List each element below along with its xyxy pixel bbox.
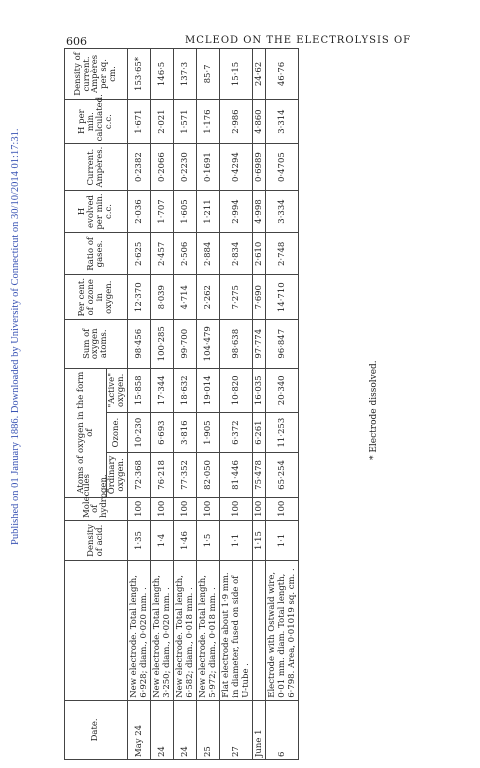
table-row (173, 49, 196, 760)
cell-ratio: 2·610 (252, 233, 265, 275)
cell-h-evolved: 1·211 (196, 190, 219, 232)
cell-ordinary: 75·478 (252, 453, 265, 497)
cell-current: 0·4705 (265, 144, 298, 191)
cell-density-current: 85·7 (196, 49, 219, 100)
cell-ordinary: 65·254 (265, 453, 298, 497)
header-active-oxygen: "Active" oxygen. (107, 368, 128, 412)
cell-sum: 96·847 (265, 319, 298, 368)
cell-active: 18·632 (173, 368, 196, 412)
cell-hydrogen: 100 (150, 497, 173, 520)
cell-ozone: 3·816 (173, 413, 196, 453)
cell-percent: 14·710 (265, 275, 298, 319)
publication-watermark: Published on 01 January 1886. Downloaded by University of Connecticut on 30/10/2014 01:17:31. (10, 128, 21, 545)
cell-hydrogen: 100 (219, 497, 252, 520)
cell-sum: 97·774 (252, 319, 265, 368)
cell-active: 17·344 (150, 368, 173, 412)
cell-density-current: 15·15 (219, 49, 252, 100)
cell-density-current: 137·3 (173, 49, 196, 100)
cell-h-evolved: 1·605 (173, 190, 196, 232)
cell-description: Flat electrode about 1·9 mm. in diameter, fused on side of U-tube . (219, 561, 252, 701)
running-head: MCLEOD ON THE ELECTROLYSIS OF (185, 35, 412, 46)
cell-current: 0·2230 (173, 144, 196, 191)
cell-ratio: 2·884 (196, 233, 219, 275)
cell-ordinary: 82·050 (196, 453, 219, 497)
cell-date: May 24 (127, 700, 150, 759)
cell-h-evolved: 2·994 (219, 190, 252, 232)
header-density-acid: Density of acid. (65, 520, 128, 560)
table-row (196, 49, 219, 760)
cell-percent: 8·039 (150, 275, 173, 319)
cell-date: 24 (173, 700, 196, 759)
table-row (127, 49, 150, 760)
electrolysis-results-table (64, 48, 299, 760)
cell-density-current: 24·62 (252, 49, 265, 100)
cell-description: New electrode. Total length, 6·582; diam., 0·018 mm. . (173, 561, 196, 701)
cell-current: 0·4294 (219, 144, 252, 191)
cell-hydrogen: 100 (173, 497, 196, 520)
cell-ratio: 2·457 (150, 233, 173, 275)
cell-ozone: 1·905 (196, 413, 219, 453)
cell-density: 1·46 (173, 520, 196, 560)
cell-active: 16·035 (252, 368, 265, 412)
header-description (65, 561, 128, 701)
cell-ratio: 2·748 (265, 233, 298, 275)
cell-date: 25 (196, 700, 219, 759)
cell-date: 6 (265, 700, 298, 759)
cell-percent: 7·275 (219, 275, 252, 319)
cell-date: 27 (219, 700, 252, 759)
cell-h-evolved: 1·707 (150, 190, 173, 232)
table-body (127, 49, 298, 760)
header-ordinary-oxygen: Ordinary oxygen. (107, 453, 128, 497)
header-percent: Per cent. of ozone in oxygen. (65, 275, 128, 319)
cell-sum: 99·700 (173, 319, 196, 368)
cell-h-calc: 1·176 (196, 99, 219, 143)
header-density-current: Density of current. Ampères per sq. cm. (65, 49, 128, 100)
cell-description (252, 561, 265, 701)
cell-ratio: 2·506 (173, 233, 196, 275)
cell-active: 19·014 (196, 368, 219, 412)
cell-h-evolved: 4·998 (252, 190, 265, 232)
cell-date: June 1 (252, 700, 265, 759)
table-row (265, 49, 298, 760)
cell-density-current: 153·65* (127, 49, 150, 100)
cell-percent: 12·370 (127, 275, 150, 319)
cell-density: 1·15 (252, 520, 265, 560)
table-rotation-wrapper (64, 48, 456, 760)
header-hydrogen: Molecules of hydrogen. (65, 497, 128, 520)
cell-h-calc: 2·021 (150, 99, 173, 143)
table-footnote: * Electrode dissolved. (369, 360, 379, 460)
cell-current: 0·2382 (127, 144, 150, 191)
cell-density: 1·4 (150, 520, 173, 560)
cell-h-evolved: 2·036 (127, 190, 150, 232)
cell-density-current: 46·76 (265, 49, 298, 100)
cell-ordinary: 81·446 (219, 453, 252, 497)
cell-hydrogen: 100 (265, 497, 298, 520)
cell-ordinary: 77·352 (173, 453, 196, 497)
cell-current: 0·1691 (196, 144, 219, 191)
cell-current: 0·6989 (252, 144, 265, 191)
cell-sum: 98·638 (219, 319, 252, 368)
cell-percent: 2·262 (196, 275, 219, 319)
cell-active: 10·820 (219, 368, 252, 412)
header-atoms-group: Atoms of oxygen in the form of (65, 368, 107, 497)
cell-density: 1·5 (196, 520, 219, 560)
cell-hydrogen: 100 (127, 497, 150, 520)
cell-density: 1·35 (127, 520, 150, 560)
cell-percent: 4·714 (173, 275, 196, 319)
header-date: Date. (65, 700, 128, 759)
cell-ozone: 6·261 (252, 413, 265, 453)
cell-description: New electrode. Total length, 6·928; diam., 0·020 mm. . (127, 561, 150, 701)
cell-ratio: 2·625 (127, 233, 150, 275)
cell-percent: 7·690 (252, 275, 265, 319)
cell-h-calc: 2·986 (219, 99, 252, 143)
header-h-evolved: H evolved per min. c.c. (65, 190, 128, 232)
table-row (150, 49, 173, 760)
cell-sum: 100·285 (150, 319, 173, 368)
page-number: 606 (66, 35, 87, 48)
header-current: Current. Ampères. (65, 144, 128, 191)
header-sum: Sum of oxygen atoms. (65, 319, 128, 368)
cell-ordinary: 76·218 (150, 453, 173, 497)
cell-active: 15·858 (127, 368, 150, 412)
cell-date: 24 (150, 700, 173, 759)
cell-density: 1·1 (265, 520, 298, 560)
header-ozone: Ozone. (107, 413, 128, 453)
cell-ozone: 10·230 (127, 413, 150, 453)
cell-h-evolved: 3·334 (265, 190, 298, 232)
cell-hydrogen: 100 (252, 497, 265, 520)
cell-sum: 98·456 (127, 319, 150, 368)
header-h-calculated: H per min. calculated. c.c. (65, 99, 128, 143)
cell-ozone: 11·253 (265, 413, 298, 453)
cell-h-calc: 1·571 (173, 99, 196, 143)
cell-description: New electrode. Total length, 3·250; diam., 0·020 mm. . (150, 561, 173, 701)
cell-h-calc: 4·860 (252, 99, 265, 143)
table-row (219, 49, 252, 760)
cell-hydrogen: 100 (196, 497, 219, 520)
cell-ratio: 2·834 (219, 233, 252, 275)
cell-ordinary: 72·368 (127, 453, 150, 497)
cell-description: Electrode with Ostwald wire, 0·01 mm. diam. Total length, 6·798. Area, 0·01019 sq. cm. . (265, 561, 298, 701)
cell-current: 0·2066 (150, 144, 173, 191)
cell-sum: 104·479 (196, 319, 219, 368)
table-row (252, 49, 265, 760)
table-header-row-1 (65, 49, 107, 760)
header-ratio: Ratio of gases. (65, 233, 128, 275)
rotated-table-container (64, 48, 456, 760)
cell-ozone: 6·693 (150, 413, 173, 453)
cell-density: 1·1 (219, 520, 252, 560)
cell-h-calc: 3·314 (265, 99, 298, 143)
cell-description: New electrode. Total length, 5·972; diam., 0·018 mm. . (196, 561, 219, 701)
cell-density-current: 146·5 (150, 49, 173, 100)
cell-h-calc: 1·671 (127, 99, 150, 143)
cell-active: 20·340 (265, 368, 298, 412)
cell-ozone: 6·372 (219, 413, 252, 453)
